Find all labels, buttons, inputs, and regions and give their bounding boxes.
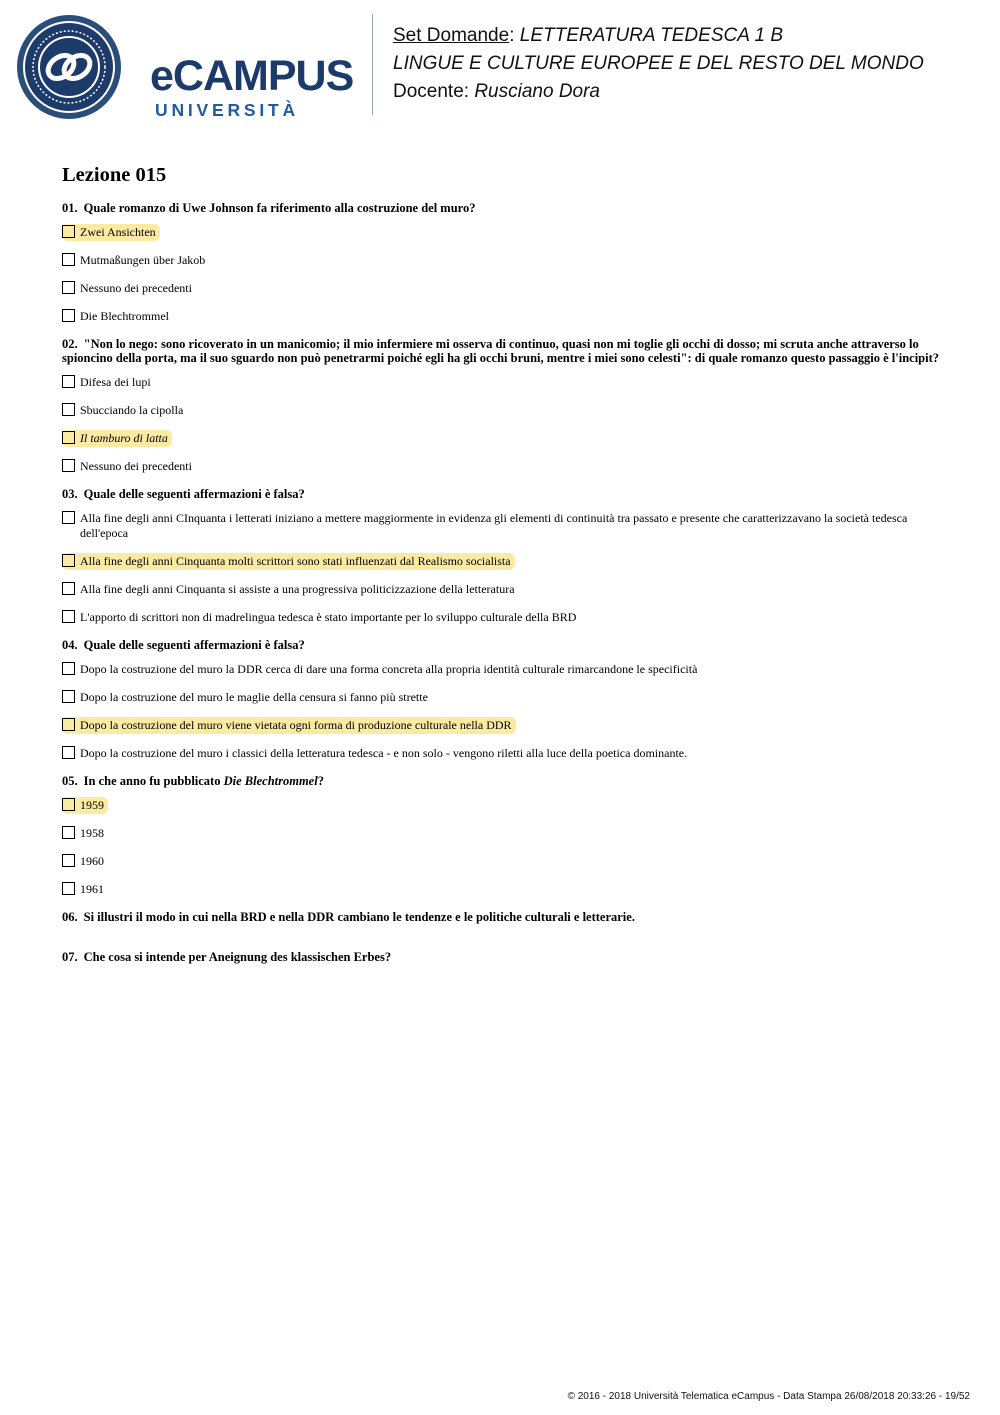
answer-checkbox[interactable] — [62, 281, 75, 294]
answer-label: Nessuno dei precedenti — [80, 459, 192, 473]
answer-label: 1961 — [80, 881, 104, 896]
answer-checkbox[interactable] — [62, 253, 75, 266]
answer-option[interactable] — [62, 746, 942, 761]
answer-label: Alla fine degli anni Cinquanta molti scrittori sono stati influenzati dal Realismo socialista — [62, 553, 515, 570]
question-text: In che anno fu pubblicato — [83, 773, 224, 788]
answer-option[interactable] — [62, 662, 942, 677]
answer-label: Alla fine degli anni CInquanta i letterati iniziano a mettere maggiormente in evidenza gli elementi di continuità tra passato e presente che caratterizzavano la società tedesca dell'epoca — [80, 511, 908, 540]
course-line: Set Domande: LETTERATURA TEDESCA 1 B — [393, 25, 783, 46]
question-number: 03. — [62, 487, 78, 501]
question-text: Quale delle seguenti affermazioni è falsa? — [83, 637, 305, 652]
answer-label: Dopo la costruzione del muro le maglie della censura si fanno più strette — [80, 689, 428, 704]
question-text-title: Die Blechtrommel — [223, 773, 318, 788]
answer-checkbox[interactable] — [62, 882, 75, 895]
answer-option[interactable] — [62, 554, 942, 569]
question-02 — [62, 337, 942, 474]
answer-option[interactable] — [62, 610, 942, 625]
answer-option[interactable] — [62, 798, 942, 813]
answer-label: Die Blechtrommel — [80, 309, 169, 323]
answer-checkbox[interactable] — [62, 431, 75, 444]
answer-checkbox[interactable] — [62, 690, 75, 703]
question-06 — [62, 910, 942, 924]
answer-checkbox[interactable] — [62, 225, 75, 238]
lesson-title: Lezione 015 — [62, 164, 167, 186]
answer-checkbox[interactable] — [62, 403, 75, 416]
question-number: 07. — [62, 949, 78, 964]
program-name: LINGUE E CULTURE EUROPEE E DEL RESTO DEL MONDO — [393, 53, 924, 74]
answer-checkbox[interactable] — [62, 854, 75, 867]
answer-checkbox[interactable] — [62, 718, 75, 731]
answer-option[interactable] — [62, 309, 942, 324]
answer-checkbox[interactable] — [62, 798, 75, 811]
answer-option[interactable] — [62, 718, 942, 733]
set-label: Set Domande — [393, 25, 510, 46]
answer-option[interactable] — [62, 225, 942, 240]
answer-checkbox[interactable] — [62, 511, 75, 524]
question-01 — [62, 201, 942, 324]
question-text: Che cosa si intende per Aneignung des klassischen Erbes? — [83, 949, 392, 964]
ecampus-emblem-icon — [14, 14, 124, 120]
answer-option[interactable] — [62, 582, 942, 597]
logo-wordmark: eCAMPUS — [150, 52, 354, 100]
answer-label: L'apporto di scrittori non di madrelingua tedesca è stato importante per lo sviluppo culturale della BRD — [80, 609, 577, 624]
answer-label: 1958 — [80, 825, 104, 840]
answer-checkbox[interactable] — [62, 582, 75, 595]
teacher-label: Docente: — [393, 81, 470, 102]
answer-label: Dopo la costruzione del muro la DDR cerca di dare una forma concreta alla propria identità culturale rimarcandone le specificità — [80, 661, 698, 676]
answer-checkbox[interactable] — [62, 375, 75, 388]
answer-option[interactable] — [62, 882, 942, 897]
answer-checkbox[interactable] — [62, 826, 75, 839]
answer-label: Zwei Ansichten — [62, 224, 160, 241]
answer-label: Il tamburo di latta — [62, 430, 172, 447]
answer-label: Nessuno dei precedenti — [80, 281, 192, 295]
answer-label: 1959 — [62, 797, 108, 814]
answer-checkbox[interactable] — [62, 746, 75, 759]
logo-subtitle: UNIVERSITÀ — [155, 100, 299, 120]
answer-option[interactable] — [62, 854, 942, 869]
answer-option[interactable] — [62, 690, 942, 705]
question-text-end: ? — [317, 773, 324, 788]
answer-checkbox[interactable] — [62, 610, 75, 623]
question-text: "Non lo nego: sono ricoverato in un manicomio; il mio infermiere mi osserva di continuo, quasi non mi toglie gli occhi di dosso; mi scruta anche attraverso lo spioncino della porta, ma il suo sguardo non può penetrarmi poiché egli ha gli occhi bruni, mentre i miei sono celesti": di quale romanzo questo passaggio è l'incipit? — [62, 337, 940, 365]
header-divider — [372, 14, 373, 115]
answer-option[interactable] — [62, 431, 942, 446]
course-header — [393, 22, 924, 106]
question-04 — [62, 638, 942, 761]
answer-label: Dopo la costruzione del muro viene vietata ogni forma di produzione culturale nella DDR — [62, 717, 516, 734]
question-number: 01. — [62, 201, 78, 215]
teacher-name: Rusciano Dora — [474, 81, 600, 102]
question-03 — [62, 487, 942, 624]
page-footer: © 2016 - 2018 Università Telematica eCampus - Data Stampa 26/08/2018 20:33:26 - 19/52 — [567, 1391, 970, 1402]
answer-option[interactable] — [62, 511, 942, 540]
question-05 — [62, 774, 942, 897]
answer-checkbox[interactable] — [62, 554, 75, 567]
teacher-line — [393, 78, 924, 106]
answer-option[interactable] — [62, 375, 942, 390]
course-name: LETTERATURA TEDESCA 1 B — [519, 25, 783, 46]
answer-option[interactable] — [62, 253, 942, 268]
question-text: Quale romanzo di Uwe Johnson fa riferimento alla costruzione del muro? — [83, 201, 476, 215]
question-number: 06. — [62, 909, 78, 924]
answer-checkbox[interactable] — [62, 459, 75, 472]
answer-checkbox[interactable] — [62, 662, 75, 675]
answer-label: Mutmaßungen über Jakob — [80, 253, 206, 267]
answer-option[interactable] — [62, 281, 942, 296]
answer-label: 1960 — [80, 853, 104, 868]
answer-option[interactable] — [62, 826, 942, 841]
answer-option[interactable] — [62, 403, 942, 418]
question-number: 02. — [62, 337, 78, 351]
question-number: 05. — [62, 773, 78, 788]
question-text: Si illustri il modo in cui nella BRD e nella DDR cambiano le tendenze e le politiche culturali e letterarie. — [83, 909, 635, 924]
answer-label: Dopo la costruzione del muro i classici della letteratura tedesca - e non solo - vengono riletti alla luce della poetica dominante. — [80, 745, 688, 760]
answer-label: Difesa dei lupi — [80, 375, 151, 389]
question-07 — [62, 950, 942, 964]
question-set — [62, 160, 942, 977]
answer-checkbox[interactable] — [62, 309, 75, 322]
question-text: Quale delle seguenti affermazioni è falsa? — [83, 487, 305, 501]
ecampus-logo — [14, 14, 359, 120]
answer-option[interactable] — [62, 459, 942, 474]
answer-label: Alla fine degli anni Cinquanta si assiste a una progressiva politicizzazione della letteratura — [80, 581, 515, 596]
question-number: 04. — [62, 637, 78, 652]
answer-label: Sbucciando la cipolla — [80, 403, 184, 417]
